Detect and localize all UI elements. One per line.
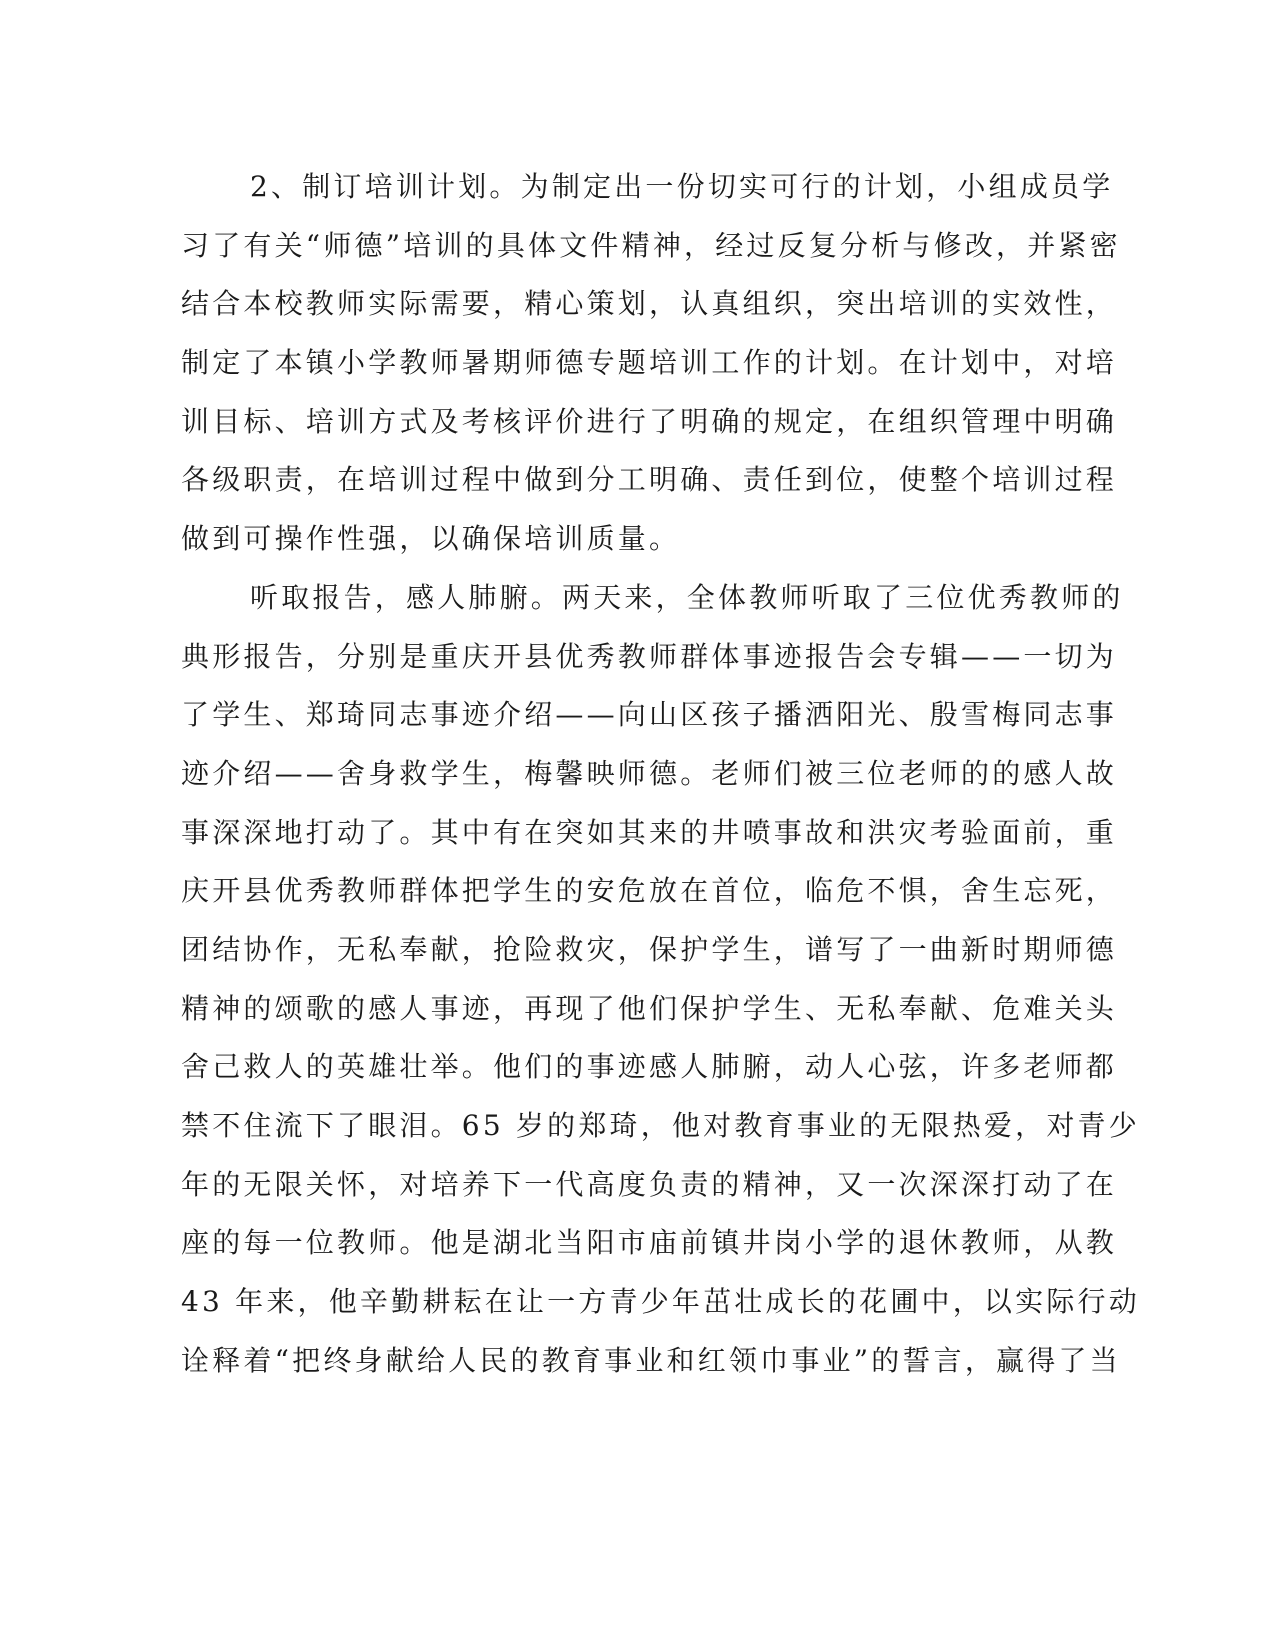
paragraph-line: 结合本校教师实际需要，精心策划，认真组织，突出培训的实效性， [181, 287, 1118, 321]
paragraph-reports [181, 569, 1140, 1391]
paragraph-line: 舍己救人的英雄壮举。他们的事迹感人肺腑，动人心弦，许多老师都 [181, 1050, 1118, 1084]
paragraph-line: 团结协作，无私奉献，抢险救灾，保护学生，谱写了一曲新时期师德 [181, 932, 1118, 966]
paragraph-line: 事深深地打动了。其中有在突如其来的井喷事故和洪灾考验面前，重 [181, 815, 1118, 849]
paragraph-line: 听取报告，感人肺腑。两天来，全体教师听取了三位优秀教师的 [250, 580, 1124, 614]
paragraph-line: 做到可操作性强，以确保培训质量。 [181, 522, 681, 556]
paragraph-line: 习了有关“师德”培训的具体文件精神，经过反复分析与修改，并紧密 [181, 228, 1121, 262]
paragraph-line: 43 年来，他辛勤耕耘在让一方青少年茁壮成长的花圃中，以实际行动 [181, 1285, 1140, 1319]
paragraph-line: 禁不住流下了眼泪。65 岁的郑琦，他对教育事业的无限热爱，对青少 [181, 1109, 1140, 1142]
paragraph-line: 各级职责，在培训过程中做到分工明确、责任到位，使整个培训过程 [181, 463, 1118, 497]
paragraph-line: 座的每一位教师。他是湖北当阳市庙前镇井岗小学的退休教师，从教 [181, 1226, 1118, 1260]
body-text [181, 158, 1140, 1390]
paragraph-line: 典形报告，分别是重庆开县优秀教师群体事迹报告会专辑——一切为 [181, 639, 1118, 673]
paragraph-line: 精神的颂歌的感人事迹，再现了他们保护学生、无私奉献、危难关头 [181, 991, 1118, 1025]
paragraph-line: 训目标、培训方式及考核评价进行了明确的规定，在组织管理中明确 [181, 404, 1118, 438]
paragraph-line: 2、制订培训计划。为制定出一份切实可行的计划，小组成员学 [250, 170, 1114, 203]
paragraph-line: 年的无限关怀，对培养下一代高度负责的精神，又一次深深打动了在 [181, 1167, 1118, 1201]
paragraph-line: 迹介绍——舍身救学生，梅馨映师德。老师们被三位老师的的感人故 [181, 756, 1118, 790]
paragraph-line: 诠释着“把终身献给人民的教育事业和红领巾事业”的誓言，赢得了当 [181, 1343, 1121, 1377]
paragraph-line: 制定了本镇小学教师暑期师德专题培训工作的计划。在计划中，对培 [181, 346, 1118, 380]
paragraph-line: 庆开县优秀教师群体把学生的安危放在首位，临危不惧，舍生忘死， [181, 874, 1118, 908]
paragraph-line: 了学生、郑琦同志事迹介绍——向山区孩子播洒阳光、殷雪梅同志事 [181, 698, 1118, 732]
paragraph-training-plan [181, 158, 1121, 569]
